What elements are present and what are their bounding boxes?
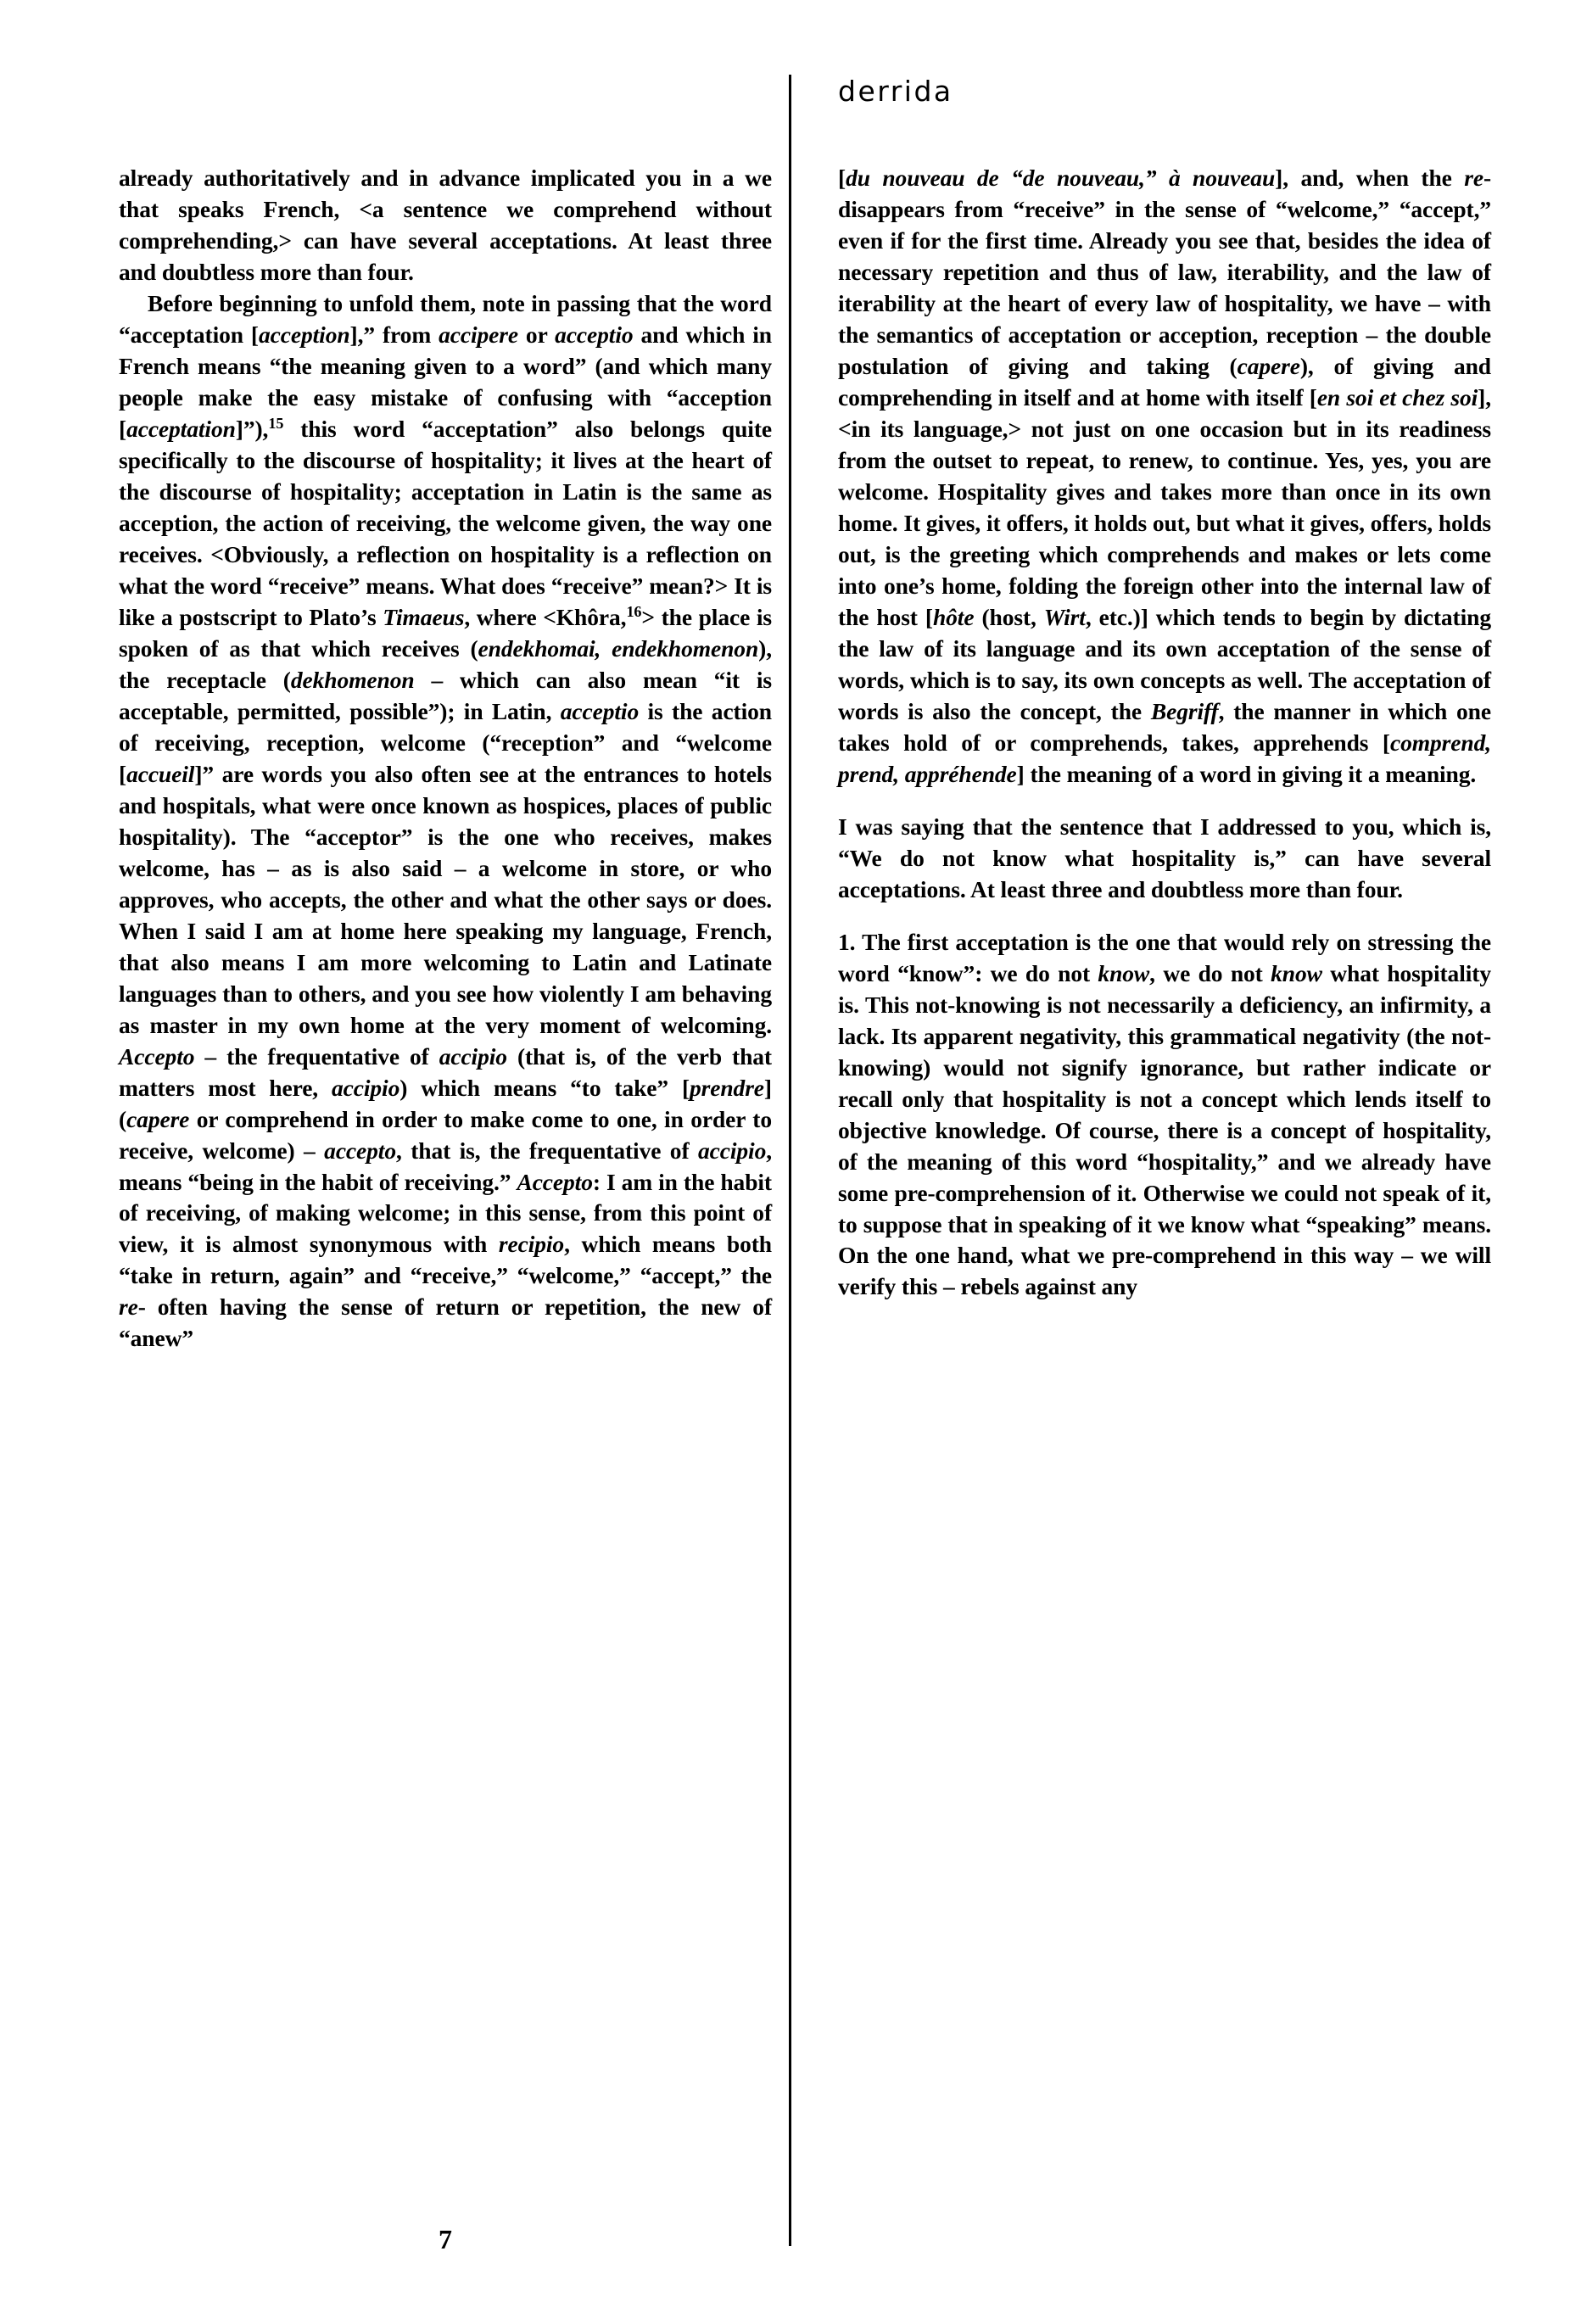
left-text-column xyxy=(119,163,772,1355)
right-text-column xyxy=(838,163,1491,1303)
paragraph: I was saying that the sentence that I addressed to you, which is, “We do not know what hospitality is,” can have several acceptations. At least three and doubtless more than four. xyxy=(838,813,1491,902)
paragraph: [du nouveau de “de nouveau,” à nouveau], and, when the re- disappears from “receive” in the sense of “welcome,” “accept,” even if for the first time. Already you see that, besides the idea of necessary repetition and thus of law, iterability, and the law of iterability at the heart of every law of hospitality, we have – with the semantics of acceptation or acception, reception – the double postulation of giving and taking (capere), of giving and comprehending in itself and at home with itself [en soi et chez soi], <in its language,> not just on one occasion but in its readiness from the outset to repeat, to renew, to continue. Yes, yes, you are welcome. Hospitality gives and takes more than once in its own home. It gives, it offers, it holds out, but what it gives, offers, holds out, is the greeting which comprehends and makes or lets come into one’s home, folding the foreign other into the internal law of the host [hôte (host, Wirt, etc.)] which tends to begin by dictating the law of its language and its own acceptation of the sense of words, which is to say, its own concepts as well. The acceptation of words is also the concept, the Begriff, the manner in which one takes hold of or comprehends, takes, apprehends [comprend, prend, appréhende] the meaning of a word in giving it a meaning. xyxy=(838,165,1492,787)
paragraph: Before beginning to unfold them, note in passing that the word “acceptation [acception],” from accipere or acceptio and which in French means “the meaning given to a word” (and which many people make the easy mistake of confusing with “acception [acceptation]”),$^{15}$ this word “acceptation” also belongs quite specifically to the discourse of hospitality; it lives at the heart of the discourse of hospitality; acceptation in Latin is the same as acception, the action of receiving, the welcome given, the way one receives. <Obviously, a reflection on hospitality is a reflection on what the word “receive” means. What does “receive” mean?> It is like a postscript to Plato’s Timaeus, where <Khôra,$^{16}$> the place is spoken of as that which receives (endekhomai, endekhomenon), the receptacle (dekhomenon – which can also mean “it is acceptable, permitted, possible”); in Latin, acceptio is the action of receiving, reception, welcome (“reception” and “welcome [accueil]” are words you also often see at the entrances to hotels and hospitals, what were once known as hospices, places of public hospitality). The “acceptor” is the one who receives, makes welcome, has – as is also said – a welcome in store, or who approves, who accepts, the other and what the other says or does. When I said I am at home here speaking my language, French, that also means I am more welcoming to Latin and Latinate languages than to others, and you see how violently I am behaving as master in my own home at the very moment of welcoming. Accepto – the frequentative of accipio (that is, of the verb that matters most here, accipio) which means “to take” [prendre] (capere or comprehend in order to make come to one, in order to receive, welcome) – accepto, that is, the frequentative of accipio, means “being in the habit of receiving.” Accepto: I am in the habit of receiving, of making welcome; in this sense, from this point of view, it is almost synonymous with recipio, which means both “take in return, again” and “receive,” “welcome,” “accept,” the re- often having the sense of return or repetition, the new of “anew” xyxy=(119,289,773,1352)
paragraph: 1. The first acceptation is the one that would rely on stressing the word “know”: we do not know, we do not know what hospitality is. This not-knowing is not necessarily a deficiency, an infirmity, a lack. Its apparent negativity, this grammatical negativity (the not-knowing) would not signify ignorance, but rather indicate or recall only that hospitality is not a concept which lends itself to objective knowledge. Of course, there is a concept of hospitality, of the meaning of this word “hospitality,” and we already have some pre-comprehension of it. Otherwise we could not speak of it, to suppose that in speaking of it we know what “speaking” means. On the one hand, what we pre-comprehend in this way – we will verify this – rebels against any xyxy=(838,928,1491,1300)
paragraph: already authoritatively and in advance implicated you in a we that speaks French, <a sentence we comprehend without comprehending,> can have several acceptations. At least three and doubtless more than four. xyxy=(119,165,772,285)
running-head: derrida xyxy=(838,75,953,108)
column-divider-rule xyxy=(789,75,791,2246)
page-number: 7 xyxy=(439,2224,452,2254)
